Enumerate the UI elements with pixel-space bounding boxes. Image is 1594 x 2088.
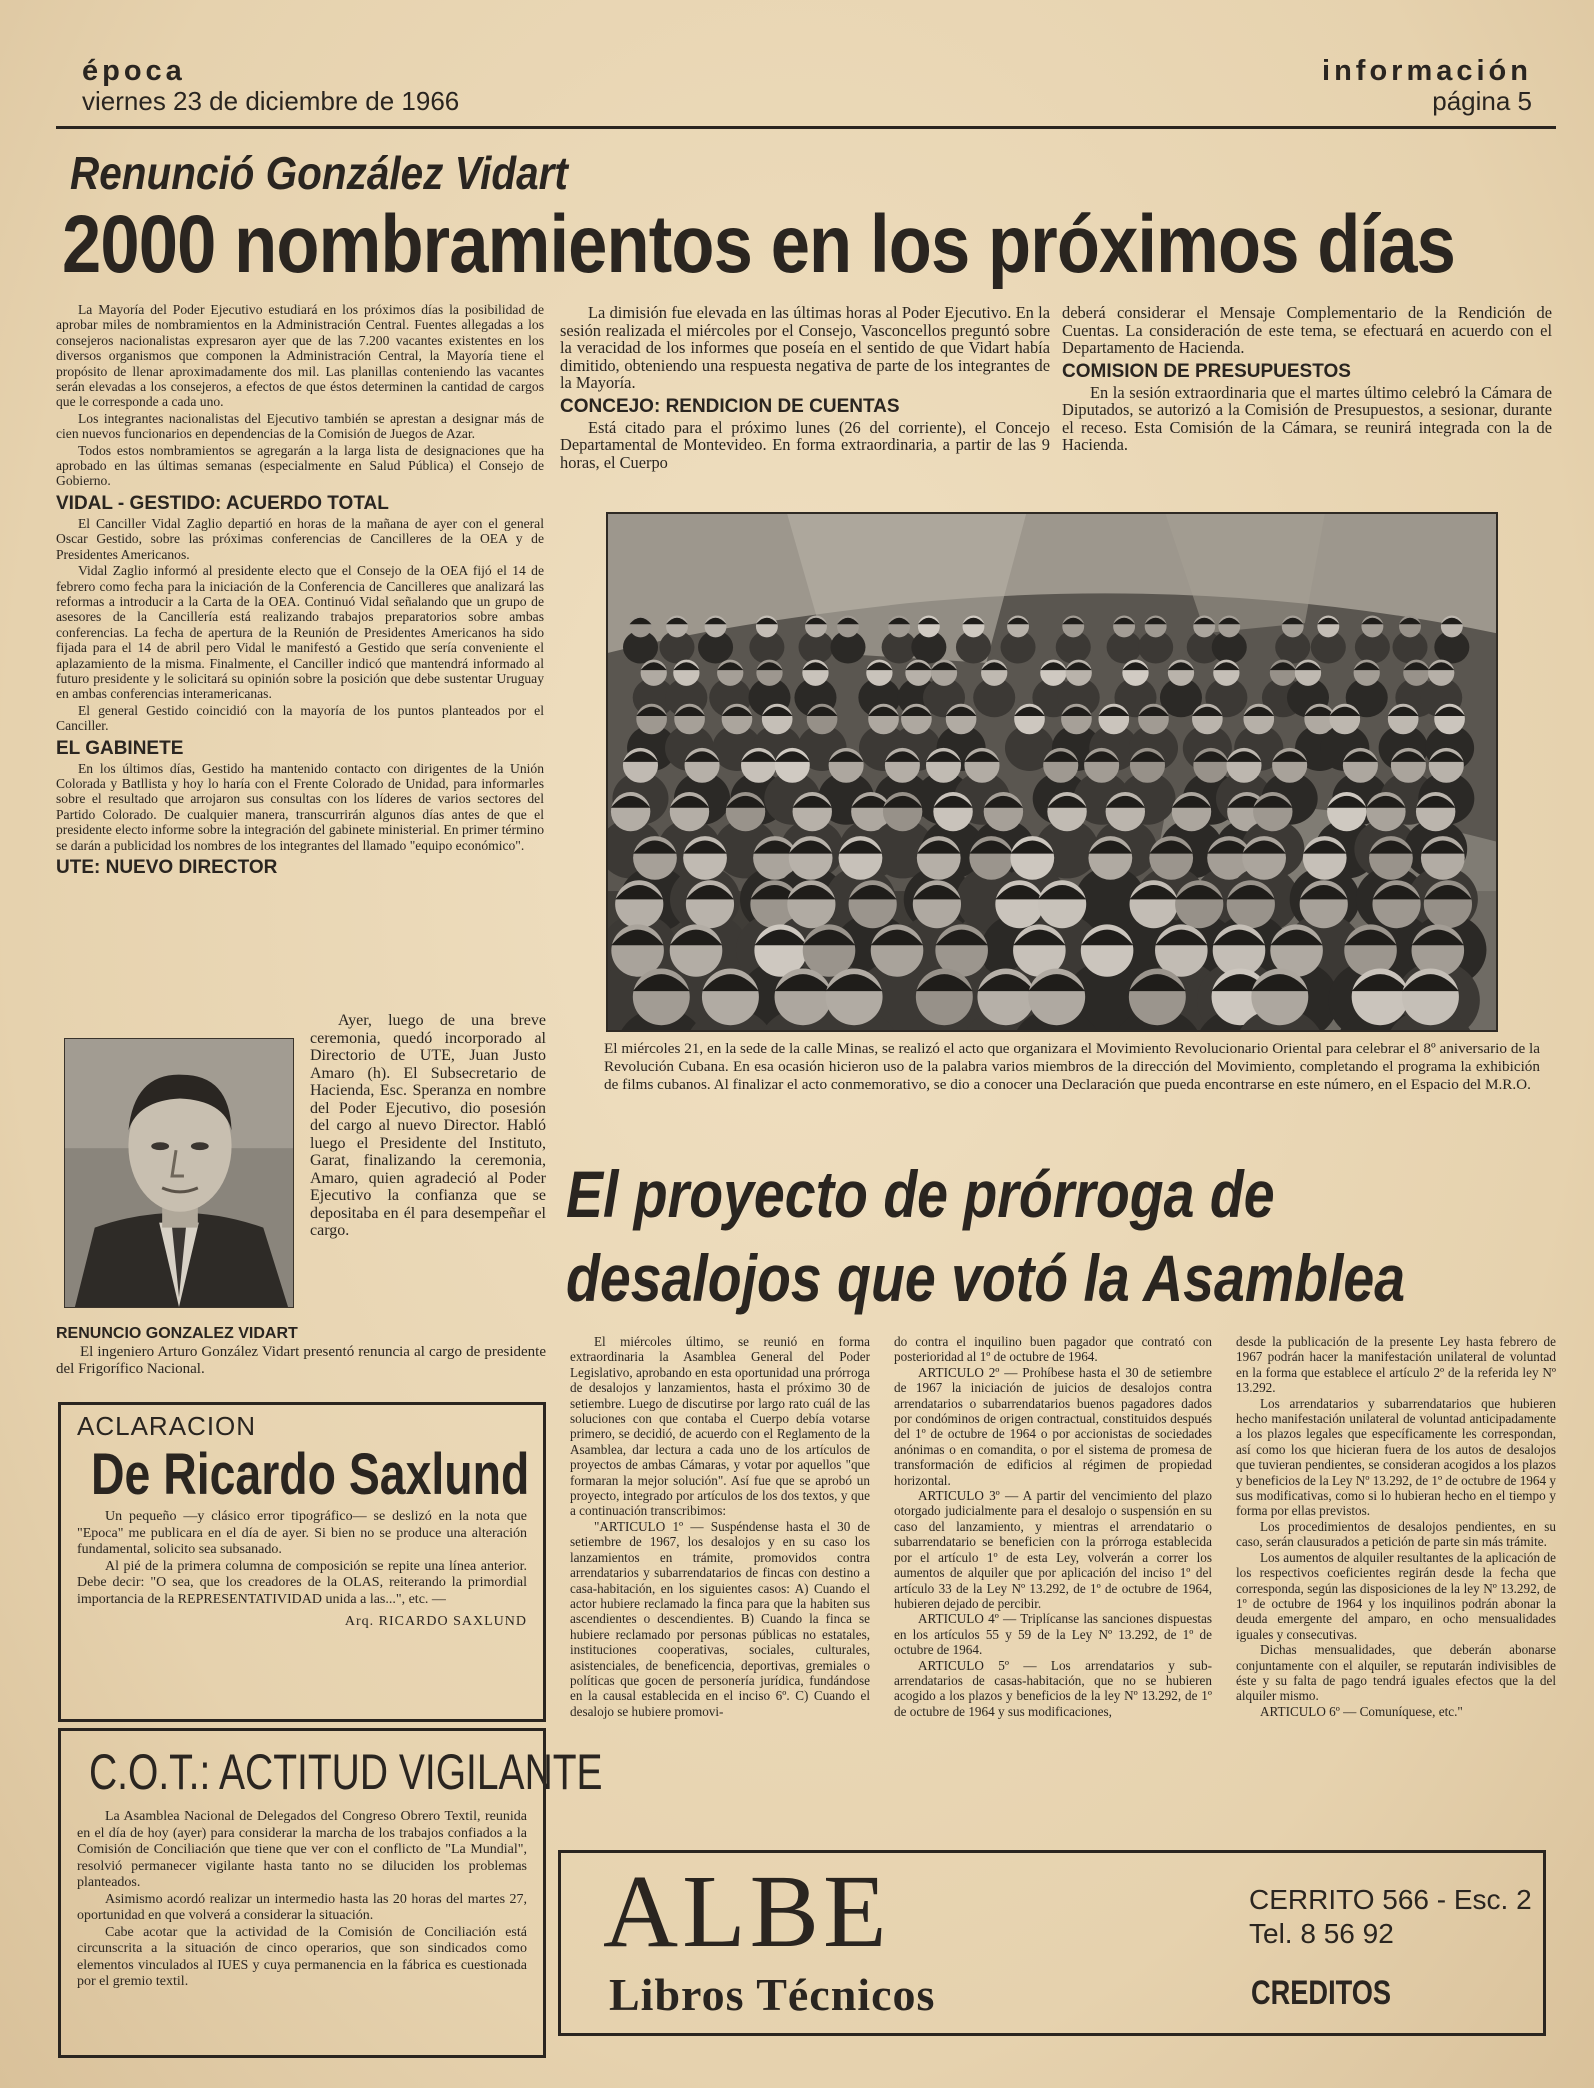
subhead-vidal: VIDAL - GESTIDO: ACUERDO TOTAL: [56, 492, 389, 514]
photo-caption: El miércoles 21, en la sede de la calle Minas, se realizó el acto que organizara el Movimiento Revolucionario Oriental para celebrar el 8º aniversario de la Revolución Cubana. En esa ocasión hicieron uso de la palabra varios miembros de la dirección del Movimiento, completando el programa la exhibición de films cubanos. Al finalizar el acto conmemorativo, se dio a conocer una Declaración que pueda encontrarse en este número, en el Espacio del M.R.O.: [604, 1040, 1540, 1093]
paragraph: desde la publicación de la presente Ley hasta febrero de 1967 podrán hacer la manifestación unilateral de voluntad en la forma que establece el artículo 2º de la referida ley Nº 13.292.: [1236, 1334, 1556, 1396]
ad-address: CERRITO 566 - Esc. 2: [1249, 1884, 1532, 1915]
cot-box: [58, 1728, 603, 2058]
albe-advertisement: [558, 1850, 1546, 2036]
prorroga-column-3: [1236, 1334, 1556, 1719]
prorroga-headline-line2: desalojos que votó la Asamblea: [566, 1241, 1406, 1315]
paragraph: Los procedimientos de desalojos pendientes, en su caso, serán clausurados a petición de parte sin más trámite.: [1236, 1518, 1556, 1550]
paragraph: ARTICULO 4º — Triplícanse las sanciones dispuestas en los artículos 55 y 59 de la Ley Nº 13.292, de 1º de octubre de 1964.: [894, 1611, 1212, 1658]
paragraph: Los integrantes nacionalistas del Ejecutivo también se aprestan a designar más de cien nuevos funcionarios en dependencias de la Comisión de Juegos de Azar.: [56, 410, 544, 442]
paragraph: El ingeniero Arturo González Vidart presentó renuncia al cargo de presidente del Frigorífico Nacional.: [56, 1344, 546, 1377]
renuncio-story: [56, 1320, 546, 1378]
issue-date: viernes 23 de diciembre de 1966: [82, 86, 460, 116]
paragraph: El miércoles último, se reunió en forma extraordinaria la Asamblea General del Poder Legislativo, aprobando en esta oportunidad una prórroga de desalojos y lanzamientos, hasta el próximo 30 de setiembre. Luego de discutirse por largo rato cuál de las soluciones con que contaba el Cuerpo debía votarse primero, se decidió, de acuerdo con el Reglamento de la Asamblea, dar lectura a cada uno de los artículos de proyectos de ambas Cámaras, y votar por aquellos "que formaran la mejor solución". Así fue que se aprobó un proyecto, integrado por artículos de los dos textos, y que a continuación transcribimos:: [570, 1334, 870, 1519]
section-name: información: [1322, 55, 1532, 87]
page-number: página 5: [1432, 86, 1532, 116]
left-column: [56, 302, 544, 880]
paragraph: ARTICULO 6º — Comuníquese, etc.": [1260, 1703, 1463, 1719]
right-column-top: [1062, 304, 1552, 454]
paragraph: ARTICULO 2º — Prohíbese hasta el 30 de setiembre de 1967 la iniciación de juicios de desalojos contra arrendatarios o subarrendatarios buenos pagadores dados por condóminos de origen contractual, constituidos después del 1º de octubre de 1964 o por accionistas de sociedades anónimas o en comandita, o por el sistema de promesa de transformación de edificios al régimen de propiedad horizontal.: [894, 1364, 1212, 1488]
ad-subtitle: Libros Técnicos: [609, 1969, 936, 2020]
masthead-right: [1322, 56, 1532, 116]
middle-column-top: [560, 304, 1050, 471]
prorroga-column-1: [570, 1334, 870, 1719]
paragraph: La Mayoría del Poder Ejecutivo estudiará en los próximos días la posibilidad de aprobar miles de nombramientos en la Administración Central. Fuentes allegadas a los consejeros nacionalistas expresaron ayer que de las 7.200 vacantes existentes en los diversos organismos que componen la Administración Central, la Mayoría tiene el propósito de llenar aproximadamente dos mil. Las planillas conteniendo las vacantes serán elevadas a los consejeros, a efectos de que éstos determinen la cantidad de cargos que le corresponde a cada uno.: [56, 302, 544, 410]
paragraph: do contra el inquilino buen pagador que contrató con posterioridad al 1º de octubre de 1964.: [894, 1334, 1212, 1365]
ad-brand: ALBE: [603, 1854, 891, 1969]
ute-story: [310, 1012, 546, 1240]
subhead-concejo: CONCEJO: RENDICION DE CUENTAS: [560, 395, 900, 417]
subhead-renuncio: RENUNCIO GONZALEZ VIDART: [56, 1325, 298, 1342]
aclaracion-title: De Ricardo Saxlund: [91, 1442, 530, 1507]
crowd-photo: [606, 512, 1498, 1032]
prorroga-headline-line1: El proyecto de prórroga de: [566, 1157, 1275, 1231]
cot-title: C.O.T.: ACTITUD VIGILANTE: [89, 1744, 603, 1800]
main-headline: 2000 nombramientos en los próximos días: [62, 199, 1455, 290]
paragraph: Un pequeño —y clásico error tipográfico— se deslizó en la nota que "Epoca" me publicara en el día de ayer. Si bien no se produce una alteración fundamental, solicito sea subsanado.: [77, 1509, 527, 1557]
paragraph: ARTICULO 3º — A partir del vencimiento del plazo otorgado judicialmente para el desalojo o suspensión en su caso del lanzamiento, y mientras el arrendatario o subarrendatario se beneficien con la prórroga establecida por el artículo 1º de esta Ley, volverán a correr los aumentos de alquiler que por aplicación del inciso 1º del artículo 33 de la Ley Nº 13.292, de 1º de octubre de 1964, hubieren dejado de percibir.: [894, 1488, 1212, 1611]
masthead-left: [82, 56, 459, 116]
subhead-comision: COMISION DE PRESUPUESTOS: [1062, 360, 1351, 382]
paragraph: La Asamblea Nacional de Delegados del Congreso Obrero Textil, reunida en el día de hoy (ayer) para considerar la marcha de los trabajos confiados a la Comisión de Conciliación que tiene que ver con el conflicto de "La Mundial", resolvió permanecer vigilante hasta tanto no se diluciden los problemas planteados.: [77, 1809, 527, 1890]
aclaracion-label: ACLARACION: [77, 1411, 257, 1441]
paragraph: En los últimos días, Gestido ha mantenido contacto con dirigentes de la Unión Colorada y Batllista y hoy lo haría con el Frente Colorado de Unidad, para informarles sobre el resultado que arrojaron sus consultas con los líderes de varios sectores del Partido Colorado. De cualquier manera, transcurrirán algunos días antes de que el presidente electo informe sobre la integración del gabinete ministerial. En primer término se darán a publicidad los nombres de los integrantes del llamado "equipo económico".: [56, 760, 544, 853]
subhead-ute: UTE: NUEVO DIRECTOR: [56, 857, 278, 878]
prorroga-headline: [566, 1152, 1405, 1320]
subhead-gabinete: EL GABINETE: [56, 737, 184, 759]
paragraph: El Canciller Vidal Zaglio departió en horas de la mañana de ayer con el general Oscar Gestido, sobre las próximas conferencias de Cancilleres de la OEA y de Presidentes Americanos.: [56, 515, 544, 562]
paragraph: Está citado para el próximo lunes (26 del corriente), el Concejo Departamental de Montevideo. En forma extraordinaria, a partir de las 9 horas, el Cuerpo: [560, 417, 1050, 472]
paper-name: época: [82, 55, 186, 87]
paragraph: En la sesión extraordinaria que el martes último celebró la Cámara de Diputados, se autorizó a la Comisión de Presupuestos, a sesionar, durante el receso. Esta Comisión de la Cámara, se reunirá integrada con la de Hacienda.: [1062, 382, 1552, 454]
cot-body: [77, 1809, 527, 1991]
paragraph: Dichas mensualidades, que deberán abonarse conjuntamente con el alquiler, se reputarán indivisibles de éste y su falta de pago tendrá iguales efectos que la del alquiler mismo.: [1236, 1642, 1556, 1704]
paragraph: Vidal Zaglio informó al presidente electo que el Consejo de la OEA fijó el 14 de febrero como fecha para la iniciación de la Conferencia de Cancilleres que analizará las reformas a introducir a la Carta de la OEA. Continuó Vidal señalando que un grupo de asesores de la Cancillería está realizando trabajos preparatorios sobre ambas conferencias. La fecha de apertura de la Reunión de Presidentes Americanos ha sido fijada para el 14 de abril pero Vidal le manifestó a Gestido que sería conveniente el aplazamiento de la misma. Finalmente, el Canciller indicó que mantendrá informado al futuro presidente y le solicitará su opinión sobre la posición que debe sustentar Uruguay en ambas conferencias interamericanas.: [56, 563, 544, 702]
paragraph: Al pié de la primera columna de composición se repite una línea anterior. Debe decir: "O sea, que los creadores de la OLAS, reiterando la primordial importancia de la REPRESENTATIVIDAD unida a las...", etc. —: [77, 1558, 527, 1607]
paragraph: Cabe acotar que la actividad de la Comisión de Conciliación está circunscrita a la situación de cinco operarios, que son sindicados como elementos vinculados al IUES y cuya permanencia en la fábrica es cuestionada por el gremio textil.: [77, 1924, 527, 1989]
paragraph: El general Gestido coincidió con la mayoría de los puntos planteados por el Canciller.: [56, 702, 544, 734]
ad-phone: Tel. 8 56 92: [1249, 1918, 1394, 1949]
paragraph: Asimismo acordó realizar un intermedio hasta las 20 horas del martes 27, oportunidad en que volverá a considerar la situación.: [77, 1891, 527, 1923]
header-rule: [56, 126, 1556, 129]
aclaracion-body: [77, 1509, 527, 1608]
aclaracion-box: [58, 1402, 546, 1722]
paragraph: Ayer, luego de una breve ceremonia, quedó incorporado al Directorio de UTE, Juan Justo Amaro (h). El Subsecretario de Hacienda, Esc. Speranza en nombre del Poder Ejecutivo, dio posesión del cargo al nuevo Director. Habló luego el Presidente del Instituto, Garat, finalizando la ceremonia, Amaro, quien agradeció al Poder Ejecutivo la confianza que se depositaba en él para desempeñar el cargo.: [310, 1012, 546, 1239]
portrait-photo: [64, 1038, 294, 1308]
paragraph: Los aumentos de alquiler resultantes de la aplicación de los respectivos coeficientes regirán desde la fecha que corresponda, según las disposiciones de la ley Nº 13.292, de 1º de octubre de 1964 y los inquilinos podrán abonar la deuda emergente del amparo, en ocho mensualidades iguales y consecutivas.: [1236, 1549, 1556, 1642]
main-kicker: Renunció González Vidart: [70, 147, 568, 199]
paragraph: "ARTICULO 1º — Suspéndense hasta el 30 de setiembre de 1967, los desalojos y en su caso los lanzamientos en trámite, promovidos contra arrendatarios y subarrendatarios de fincas con destino a casa-habitación, en los siguientes casos: A) Cuando el actor hubiere reclamado la finca para que la habiten sus ascendientes o descendientes. B) Cuando la finca se hubiere reclamado por personas públicas no estatales, instituciones cooperativas, sociales, culturales, asistenciales, de beneficencia, deportivas, gremiales o políticas que gocen de personería jurídica, fundándose en la causal establecida en el inciso 6º. C) Cuando el desalojo se hubiere promovi-: [570, 1518, 870, 1719]
paragraph: Todos estos nombramientos se agregarán a la larga lista de designaciones que ha aprobado en las últimas semanas (especialmente en Salud Pública) el Consejo de Gobierno.: [56, 442, 544, 489]
ad-contact: [1249, 1883, 1532, 1951]
ad-credit: CREDITOS: [1251, 1974, 1392, 2012]
paragraph: Los arrendatarios y subarrendatarios que hubieren hecho manifestación unilateral de voluntad anticipadamente a los plazos legales que específicamente les correspondan, así como los que hicieran fuera de los autos de desalojos que tuvieran pendientes, se consideran acogidos a los plazos y beneficios de la Ley Nº 13.292, de 1º de octubre de 1964 y sus modificativas, como si lo hubieran hecho en el tiempo y forma por ellas previstos.: [1236, 1395, 1556, 1519]
prorroga-column-2: [894, 1334, 1212, 1719]
paragraph: deberá considerar el Mensaje Complementario de la Rendición de Cuentas. La consideración de este tema, se efectuará en acuerdo con el Departamento de Hacienda.: [1062, 303, 1552, 357]
paragraph: La dimisión fue elevada en las últimas horas al Poder Ejecutivo. En la sesión realizada el miércoles por el Consejo, Vasconcellos preguntó sobre la veracidad de los informes que poseía en el sentido de que Vidart había dimitido, obteniendo una respuesta negativa de parte de los integrantes de la Mayoría.: [560, 303, 1050, 392]
aclaracion-signature: Arq. RICARDO SAXLUND: [344, 1614, 527, 1629]
paragraph: ARTICULO 5º — Los arrendatarios y sub-arrendatarios de casas-habitación, que no se hubieren acogido a los plazos y beneficios de la ley Nº 13.292, de 1º de octubre de 1964 y sus modificaciones,: [894, 1657, 1212, 1719]
